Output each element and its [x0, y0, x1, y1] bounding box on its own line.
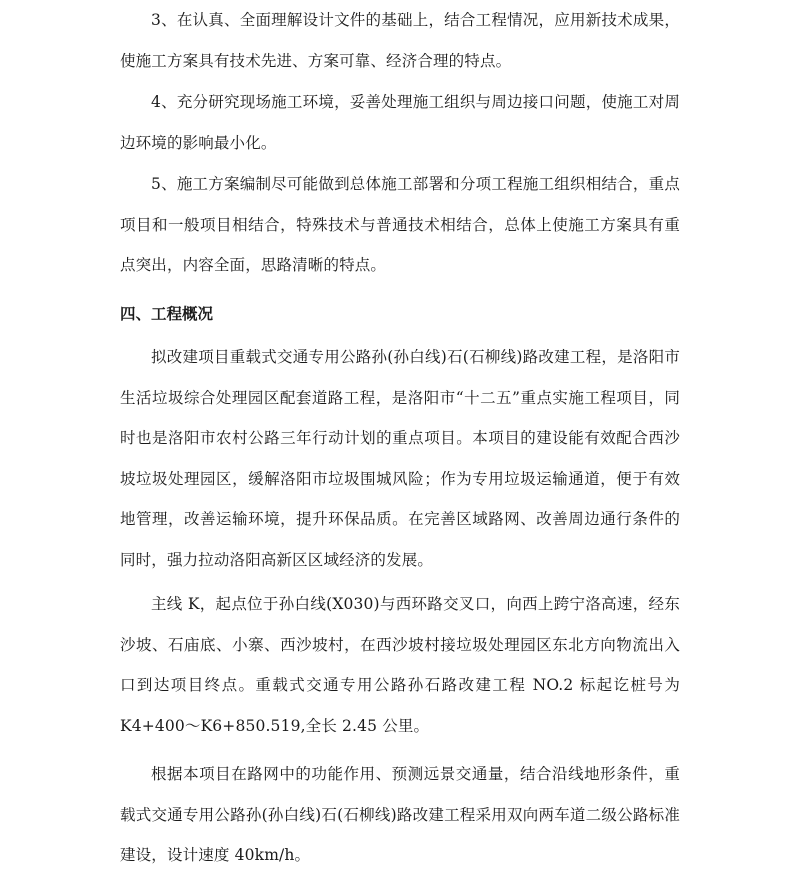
overview-paragraph-1: 拟改建项目重载式交通专用公路孙(孙白线)石(石柳线)路改建工程，是洛阳市生活垃圾综合处理园区配套道路工程，是洛阳市“十二五”重点实施工程项目，同时也是洛阳市农村公路三年行动计划的重点项目。本项目的建设能有效配合西沙坡垃圾处理园区，缓解洛阳市垃圾围城风险；作为专用垃圾运输通道，便于有效地管理，改善运输环境，提升环保品质。在完善区域路网、改善周边通行条件的同时，强力拉动洛阳高新区区域经济的发展。	[120, 348, 680, 569]
overview-paragraph-2: 主线 K，起点位于孙白线(X030)与西环路交叉口，向西上跨宁洛高速，经东沙坡、石庙底、小寨、西沙坡村，在西沙坡村接垃圾处理园区东北方向物流出入口到达项目终点。重载式交通专用公路孙石路改建工程 NO.2 标起讫桩号为K4+400～K6+850.519,全长 2.45 公里。	[120, 595, 680, 735]
principle-item-4: 4、充分研究现场施工环境，妥善处理施工组织与周边接口问题，使施工对周边环境的影响最小化。	[120, 93, 680, 152]
principle-item-5: 5、施工方案编制尽可能做到总体施工部署和分项工程施工组织相结合，重点项目和一般项目相结合，特殊技术与普通技术相结合，总体上使施工方案具有重点突出，内容全面，思路清晰的特点。	[120, 175, 680, 274]
overview-paragraph-3: 根据本项目在路网中的功能作用、预测远景交通量，结合沿线地形条件，重载式交通专用公路孙(孙白线)石(石柳线)路改建工程采用双向两车道二级公路标准建设，设计速度 40km/h。	[120, 765, 680, 864]
section-heading: 四、工程概况	[120, 305, 214, 323]
principle-item-3: 3、在认真、全面理解设计文件的基础上，结合工程情况，应用新技术成果，使施工方案具有技术先进、方案可靠、经济合理的特点。	[120, 11, 680, 70]
